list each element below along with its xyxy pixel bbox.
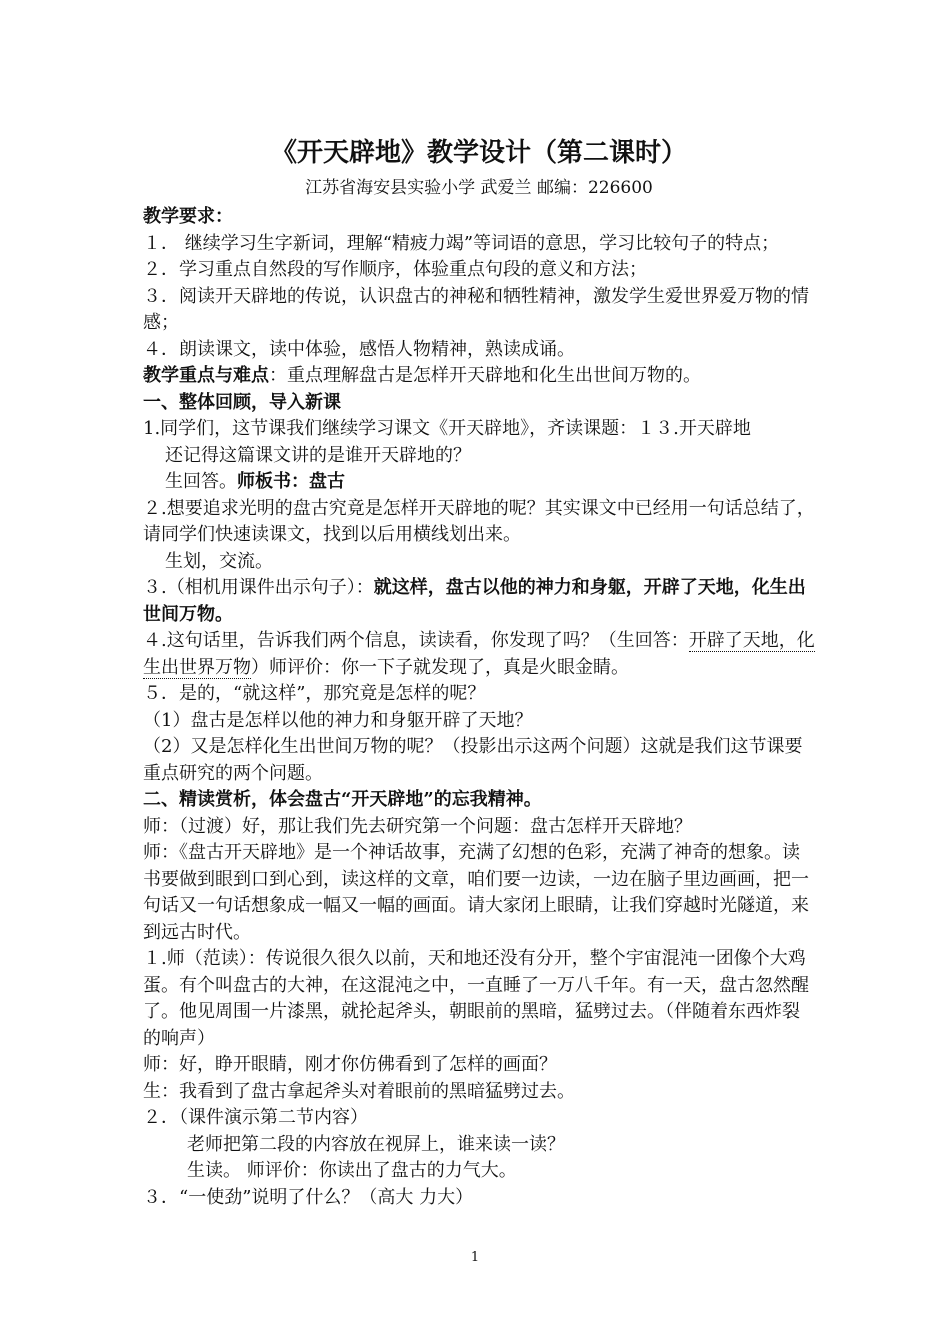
underlined-answer: 开辟了天地，化生出世界万物 [143,630,815,678]
section2-paragraph-2: 师：《盘古开天辟地》是一个神话故事，充满了幻想的色彩，充满了神奇的想象。读书要做到眼到口到心到，读这样的文章，咱们要一边读，一边在脑子里边画画，把一句话又一句话想象成一幅又一幅的画面。请大家闭上眼睛，让我们穿越时光隧道，来到远古时代。 [143,842,809,943]
page-number: 1 [470,1250,480,1265]
requirement-item-1: １． 继续学习生字新词，理解“精疲力竭”等词语的意思，学习比较句子的特点； [143,232,780,254]
keypoints-paragraph [143,363,815,390]
section2-paragraph-3: １.师（范读）：传说很久很久以前，天和地还没有分开，整个宇宙混沌一团像个大鸡蛋。有个叫盘古的大神，在这混沌之中，一直睡了一万八千年。有一天，盘古忽然醒了。他见周围一片漆黑，就抡起斧头，朝眼前的黑暗，猛劈过去。（伴随着东西炸裂的响声） [143,948,809,1049]
section2-paragraph-6: ２．（课件演示第二节内容） [143,1107,368,1128]
requirements-heading: 教学要求： [143,206,233,227]
author-line: 江苏省海安县实验小学 武爱兰 邮编：226600 [305,178,653,198]
section2-paragraph-9: ３．“一使劲”说明了什么？（高大 力大） [143,1186,474,1208]
slide-note: ３.（相机用课件出示句子）： [143,577,374,598]
section1-paragraph-6 [143,575,815,628]
section1-paragraph-3 [143,469,815,496]
section1-paragraph-1: 1.同学们，这节课我们继续学习课文《开天辟地》，齐读课题：１３.开天辟地 [143,418,751,439]
section2-paragraph-7: 老师把第二段的内容放在视屏上，谁来读一读？ [187,1133,565,1155]
blackboard-note: 师板书：盘古 [237,471,345,492]
section1-paragraph-2: 还记得这篇课文讲的是谁开天辟地的？ [165,444,471,466]
student-answer: 生回答。 [165,471,237,492]
section1-paragraph-7 [143,628,815,681]
section2-heading: 二、精读赏析，体会盘古“开天辟地”的忘我精神。 [143,789,542,810]
requirement-item-2: ２．学习重点自然段的写作顺序，体验重点句段的意义和方法； [143,259,647,280]
section2-paragraph-8: 生读。 师评价：你读出了盘古的力气大。 [187,1160,517,1181]
keypoints-text: ：重点理解盘古是怎样开天辟地和化生出世间万物的。 [269,365,701,386]
keypoints-label: 教学重点与难点 [143,365,269,386]
document-title: 《开天辟地》教学设计（第二课时） [270,138,687,168]
section1-paragraph-5: 生划，交流。 [165,550,273,572]
document-body [143,132,815,1211]
section1-paragraph-10: （2）又是怎样化生出世间万物的呢？（投影出示这两个问题）这就是我们这节课要重点研究的两个问题。 [143,736,803,784]
section1-paragraph-4: ２.想要追求光明的盘古究竟是怎样开天辟地的呢？其实课文中已经用一句话总结了，请同学们快速读课文，找到以后用横线划出来。 [143,497,815,545]
section2-paragraph-4: 师：好，睁开眼睛，刚才你仿佛看到了怎样的画面？ [143,1054,557,1075]
key-sentence: 就这样，盘古以他的神力和身躯，开辟了天地，化生出世间万物。 [143,577,806,625]
section1-paragraph-8: ５．是的，“就这样”，那究竟是怎样的呢？ [143,683,486,704]
requirement-item-3: ３．阅读开天辟地的传说，认识盘古的神秘和牺牲精神，激发学生爱世界爱万物的情感； [143,285,809,333]
section2-paragraph-1: 师：（过渡）好，那让我们先去研究第一个问题：盘古怎样开天辟地？ [143,815,692,837]
requirement-item-4: ４．朗读课文，读中体验，感悟人物精神，熟读成诵。 [143,338,575,360]
section2-paragraph-5: 生：我看到了盘古拿起斧头对着眼前的黑暗猛劈过去。 [143,1080,575,1102]
question-text: ４.这句话里，告诉我们两个信息，读读看，你发现了吗？（生回答： [143,630,689,651]
teacher-comment: ）师评价：你一下子就发现了，真是火眼金睛。 [251,656,629,678]
section1-heading: 一、整体回顾，导入新课 [143,391,341,413]
section1-paragraph-9: （1）盘古是怎样以他的神力和身躯开辟了天地？ [143,709,533,731]
